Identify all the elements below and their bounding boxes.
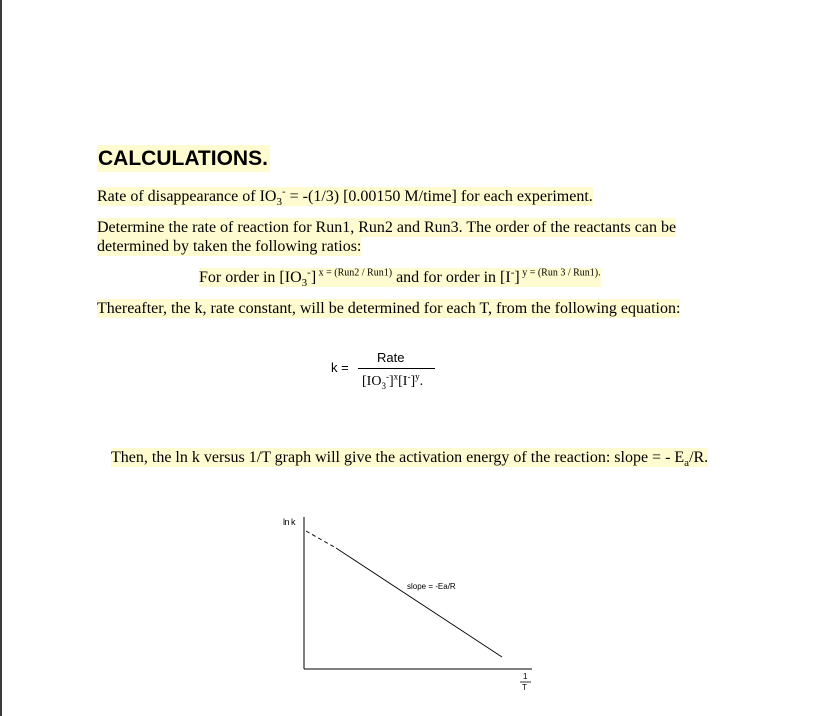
calculations-heading: CALCULATIONS.	[98, 147, 268, 170]
rate-sup: -	[281, 185, 286, 198]
ratio-exp-y: y = (Run 3 / Run1).	[519, 267, 601, 279]
determine-line-2: determined by taken the following ratios:	[97, 238, 362, 255]
activation-prefix: Then, the ln k versus 1/T graph will give the activation energy of the reaction: slope = - E	[111, 449, 685, 466]
graph-slope-line	[336, 548, 502, 657]
ratio-sub: 3	[301, 277, 308, 290]
ratio-mid: and for order in [I	[392, 269, 511, 286]
den-end: .	[419, 374, 424, 389]
ratio-prefix: For order in [IO	[199, 269, 302, 286]
den-c: [I	[398, 374, 408, 389]
rate-suffix: = -(1/3) [0.00150 M/time] for each experiment.	[285, 188, 593, 205]
thereafter-line: Thereafter, the k, rate constant, will be determined for each T, from the following equation:	[97, 300, 681, 317]
graph-y-label: ln k	[283, 517, 296, 527]
ratio-line	[199, 266, 601, 290]
den-sup2: -	[407, 371, 411, 382]
den-b: ]	[388, 374, 394, 389]
ratio-exp-x: x = (Run2 / Run1)	[316, 267, 393, 279]
equation-fraction-bar	[358, 368, 435, 369]
arrhenius-graph	[270, 505, 550, 705]
den-x: x	[393, 371, 399, 382]
graph-slope-label: slope = -Ea/R	[407, 582, 456, 591]
activation-sub: a	[684, 457, 690, 470]
determine-line-1: Determine the rate of reaction for Run1, Run2 and Run3. The order of the reactants can be	[97, 219, 677, 236]
ratio-sup: -	[307, 266, 311, 279]
graph-extrapolation-dash	[306, 531, 336, 548]
activation-energy-line	[111, 448, 709, 470]
den-y: y	[415, 371, 420, 382]
den-d: ]	[410, 374, 416, 389]
den-sub: 3	[381, 380, 386, 391]
ratio-sup2: -	[510, 266, 515, 279]
ratio-close: ]	[310, 269, 317, 286]
graph-x-label-denominator: T	[522, 683, 527, 692]
activation-suffix: /R.	[689, 449, 709, 466]
rate-prefix: Rate of disappearance of IO	[97, 188, 277, 205]
den-sup: -	[385, 371, 389, 382]
den-a: [IO	[362, 374, 382, 389]
rate-sub: 3	[276, 196, 282, 209]
page-left-border	[0, 0, 2, 716]
ratio-close2: ]	[514, 269, 520, 286]
equation-numerator: Rate	[377, 350, 405, 365]
graph-x-label-numerator: 1	[523, 672, 528, 681]
equation-denominator	[362, 371, 424, 391]
rate-of-disappearance-line	[97, 185, 593, 209]
equation-lhs: k =	[331, 360, 349, 375]
